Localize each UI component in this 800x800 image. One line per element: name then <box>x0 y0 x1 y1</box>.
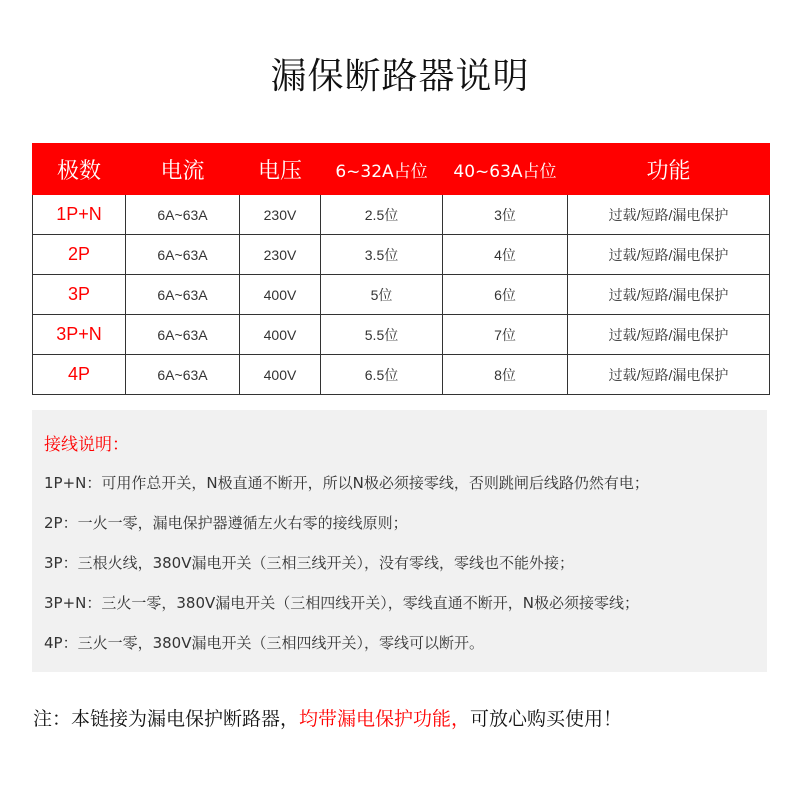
header-poles: 极数 <box>33 144 126 195</box>
cell-poles: 4P <box>33 355 126 395</box>
table-row <box>33 275 770 315</box>
cell-poles: 2P <box>33 235 126 275</box>
cell-current: 6A~63A <box>126 235 240 275</box>
wiring-line-1p-n: 1P+N：可用作总开关，N极直通不断开，所以N极必须接零线，否则跳闸后线路仍然有电； <box>44 474 649 492</box>
cell-voltage: 400V <box>240 275 321 315</box>
cell-poles: 1P+N <box>33 195 126 235</box>
cell-poles: 3P <box>33 275 126 315</box>
table-row <box>33 235 770 275</box>
cell-voltage: 400V <box>240 355 321 395</box>
cell-width-6-32a: 5.5位 <box>321 315 443 355</box>
table-row <box>33 355 770 395</box>
cell-width-6-32a: 6.5位 <box>321 355 443 395</box>
cell-width-6-32a: 2.5位 <box>321 195 443 235</box>
cell-width-40-63a: 6位 <box>443 275 568 315</box>
cell-width-6-32a: 5位 <box>321 275 443 315</box>
wiring-instructions-box <box>32 410 767 672</box>
table-header-row <box>33 144 770 195</box>
wiring-line-4p: 4P：三火一零，380V漏电开关（三相四线开关），零线可以断开。 <box>44 634 484 652</box>
header-width-40-63a: 40~63A占位 <box>443 144 568 195</box>
header-current: 电流 <box>126 144 240 195</box>
cell-function: 过载/短路/漏电保护 <box>568 315 770 355</box>
table-row <box>33 195 770 235</box>
cell-current: 6A~63A <box>126 315 240 355</box>
footer-note-prefix: 注：本链接为漏电保护断路器， <box>33 708 300 730</box>
cell-function: 过载/短路/漏电保护 <box>568 235 770 275</box>
wiring-heading: 接线说明： <box>44 435 129 455</box>
cell-width-6-32a: 3.5位 <box>321 235 443 275</box>
cell-function: 过载/短路/漏电保护 <box>568 275 770 315</box>
wiring-line-3p: 3P：三根火线，380V漏电开关（三相三线开关），没有零线，零线也不能外接； <box>44 554 574 572</box>
cell-function: 过载/短路/漏电保护 <box>568 355 770 395</box>
cell-poles: 3P+N <box>33 315 126 355</box>
cell-width-40-63a: 4位 <box>443 235 568 275</box>
table-row <box>33 315 770 355</box>
spec-table <box>32 143 770 395</box>
cell-voltage: 230V <box>240 235 321 275</box>
cell-width-40-63a: 7位 <box>443 315 568 355</box>
footer-note-suffix: 可放心购买使用！ <box>470 708 623 730</box>
footer-note <box>33 704 622 731</box>
cell-width-40-63a: 8位 <box>443 355 568 395</box>
header-voltage: 电压 <box>240 144 321 195</box>
cell-width-40-63a: 3位 <box>443 195 568 235</box>
wiring-line-2p: 2P：一火一零，漏电保护器遵循左火右零的接线原则； <box>44 514 408 532</box>
cell-function: 过载/短路/漏电保护 <box>568 195 770 235</box>
cell-voltage: 230V <box>240 195 321 235</box>
page-title: 漏保断路器说明 <box>270 56 530 97</box>
cell-current: 6A~63A <box>126 275 240 315</box>
cell-voltage: 400V <box>240 315 321 355</box>
header-width-6-32a: 6~32A占位 <box>321 144 443 195</box>
cell-current: 6A~63A <box>126 355 240 395</box>
cell-current: 6A~63A <box>126 195 240 235</box>
header-function: 功能 <box>568 144 770 195</box>
wiring-line-3p-n: 3P+N：三火一零，380V漏电开关（三相四线开关），零线直通不断开，N极必须接零线； <box>44 594 639 612</box>
footer-note-highlight: 均带漏电保护功能， <box>299 708 471 730</box>
